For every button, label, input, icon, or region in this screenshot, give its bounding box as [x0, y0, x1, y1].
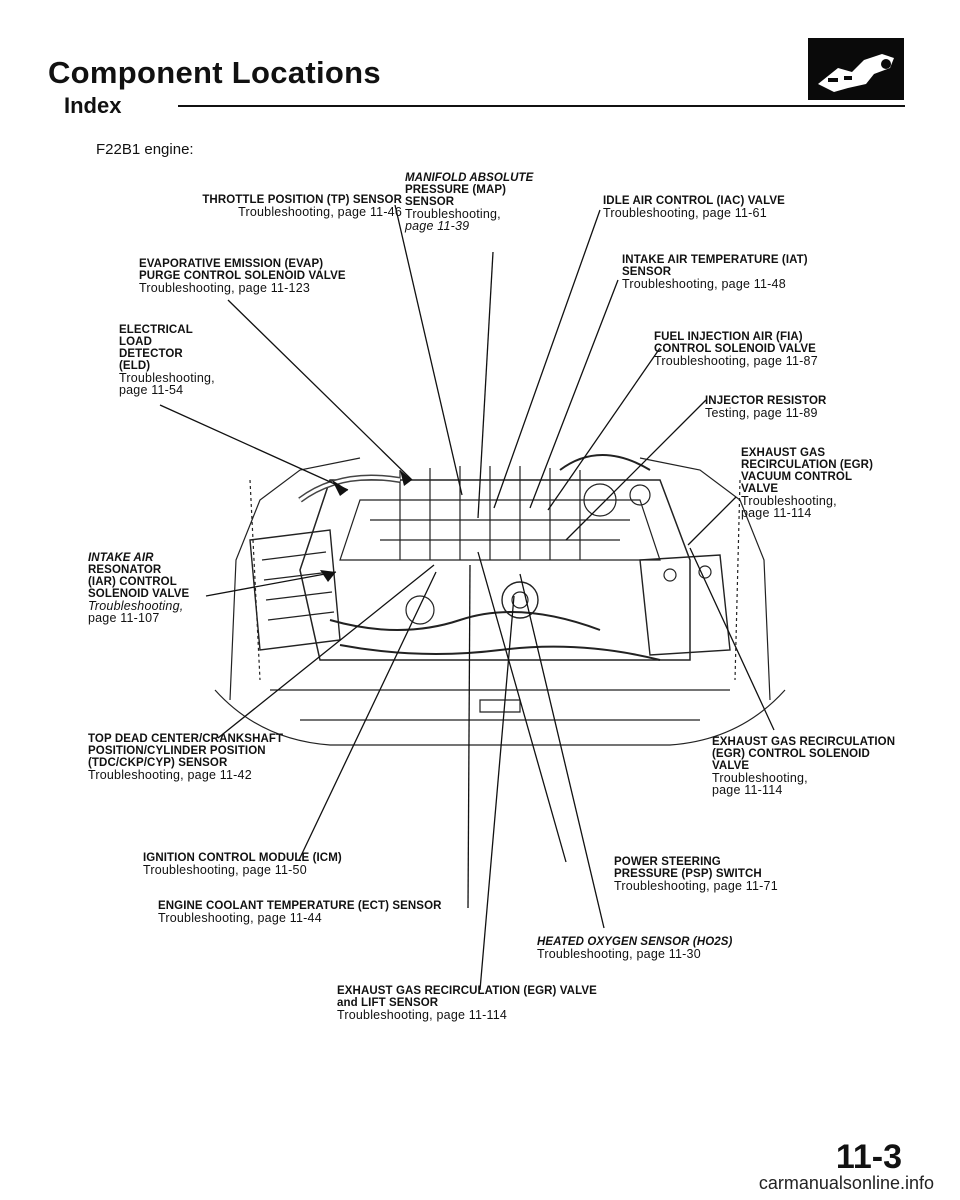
label-egr-solenoid: EXHAUST GAS RECIRCULATION (EGR) CONTROL SOLENOID VALVE Troubleshooting, page 11-114 — [712, 736, 896, 797]
label-icm: IGNITION CONTROL MODULE (ICM) Troubleshooting, page 11-50 — [143, 852, 342, 877]
page-title: Component Locations — [48, 55, 381, 90]
label-evap-valve: EVAPORATIVE EMISSION (EVAP) PURGE CONTROL SOLENOID VALVE Troubleshooting, page 11-123 — [139, 258, 346, 295]
label-egr-valve: EXHAUST GAS RECIRCULATION (EGR) VALVE and LIFT SENSOR Troubleshooting, page 11-114 — [337, 985, 597, 1022]
engine-code-label: F22B1 engine: — [96, 141, 194, 158]
watermark: carmanualsonline.info — [758, 1173, 934, 1193]
air-cleaner — [250, 530, 340, 650]
label-iat-sensor: INTAKE AIR TEMPERATURE (IAT) SENSOR Troubleshooting, page 11-48 — [622, 254, 808, 291]
label-egr-vacuum-valve: EXHAUST GAS RECIRCULATION (EGR) VACUUM CONTROL VALVE Troubleshooting, page 11-114 — [741, 447, 874, 520]
label-injector-resistor: INJECTOR RESISTOR Testing, page 11-89 — [705, 395, 827, 420]
label-fia-valve: FUEL INJECTION AIR (FIA) CONTROL SOLENOID VALVE Troubleshooting, page 11-87 — [654, 331, 818, 368]
page-number: 11-3 — [835, 1138, 902, 1176]
label-map-sensor: MANIFOLD ABSOLUTE PRESSURE (MAP) SENSOR Troubleshooting, page 11-39 — [405, 172, 534, 233]
label-iar-valve: INTAKE AIR RESONATOR (IAR) CONTROL SOLENOID VALVE Troubleshooting, page 11-107 — [88, 552, 190, 625]
label-ho2s: HEATED OXYGEN SENSOR (HO2S) Troubleshooting, page 11-30 — [537, 936, 733, 961]
label-ect-sensor: ENGINE COOLANT TEMPERATURE (ECT) SENSOR Troubleshooting, page 11-44 — [158, 900, 442, 925]
label-eld: ELECTRICAL LOAD DETECTOR (ELD) Troubleshooting, page 11-54 — [119, 324, 215, 397]
page-subtitle: Index — [64, 93, 122, 118]
label-tdc-sensor: TOP DEAD CENTER/CRANKSHAFT POSITION/CYLINDER POSITION (TDC/CKP/CYP) SENSOR Troubleshooting, page 11-42 — [88, 733, 284, 782]
label-psp-switch: POWER STEERING PRESSURE (PSP) SWITCH Troubleshooting, page 11-71 — [614, 856, 778, 893]
front-bumper-outline — [215, 690, 785, 745]
label-iac-valve: IDLE AIR CONTROL (IAC) VALVE Troubleshooting, page 11-61 — [603, 195, 785, 220]
label-tp-sensor: THROTTLE POSITION (TP) SENSOR Troubleshooting, page 11-46 — [202, 194, 402, 219]
